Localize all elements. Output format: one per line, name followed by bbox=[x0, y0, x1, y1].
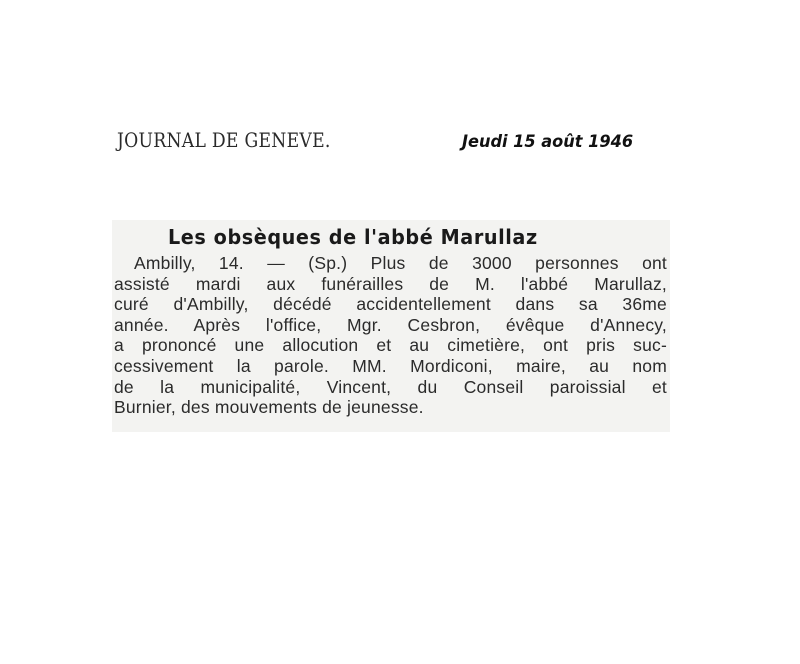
newspaper-name: JOURNAL DE GENEVE. bbox=[117, 128, 331, 152]
article-line: assisté mardi aux funérailles de M. l'abbé Marullaz, bbox=[114, 273, 667, 294]
article-line: année. Après l'office, Mgr. Cesbron, évêque d'Annecy, bbox=[114, 314, 667, 335]
article-line: de la municipalité, Vincent, du Conseil paroissial et bbox=[114, 376, 667, 397]
article-line: curé d'Ambilly, décédé accidentellement dans sa 36me bbox=[114, 294, 667, 315]
article-line: cessivement la parole. MM. Mordiconi, maire, au nom bbox=[114, 355, 667, 376]
article-headline: Les obsèques de l'abbé Marullaz bbox=[168, 225, 538, 249]
article-line: Burnier, des mouvements de jeunesse. bbox=[114, 397, 424, 418]
article-body bbox=[114, 253, 667, 418]
publication-date: Jeudi 15 août 1946 bbox=[462, 132, 634, 152]
article-line: a prononcé une allocution et au cimetière, ont pris suc- bbox=[114, 335, 667, 356]
article-line: Ambilly, 14. — (Sp.) Plus de 3000 personnes ont bbox=[134, 253, 667, 273]
